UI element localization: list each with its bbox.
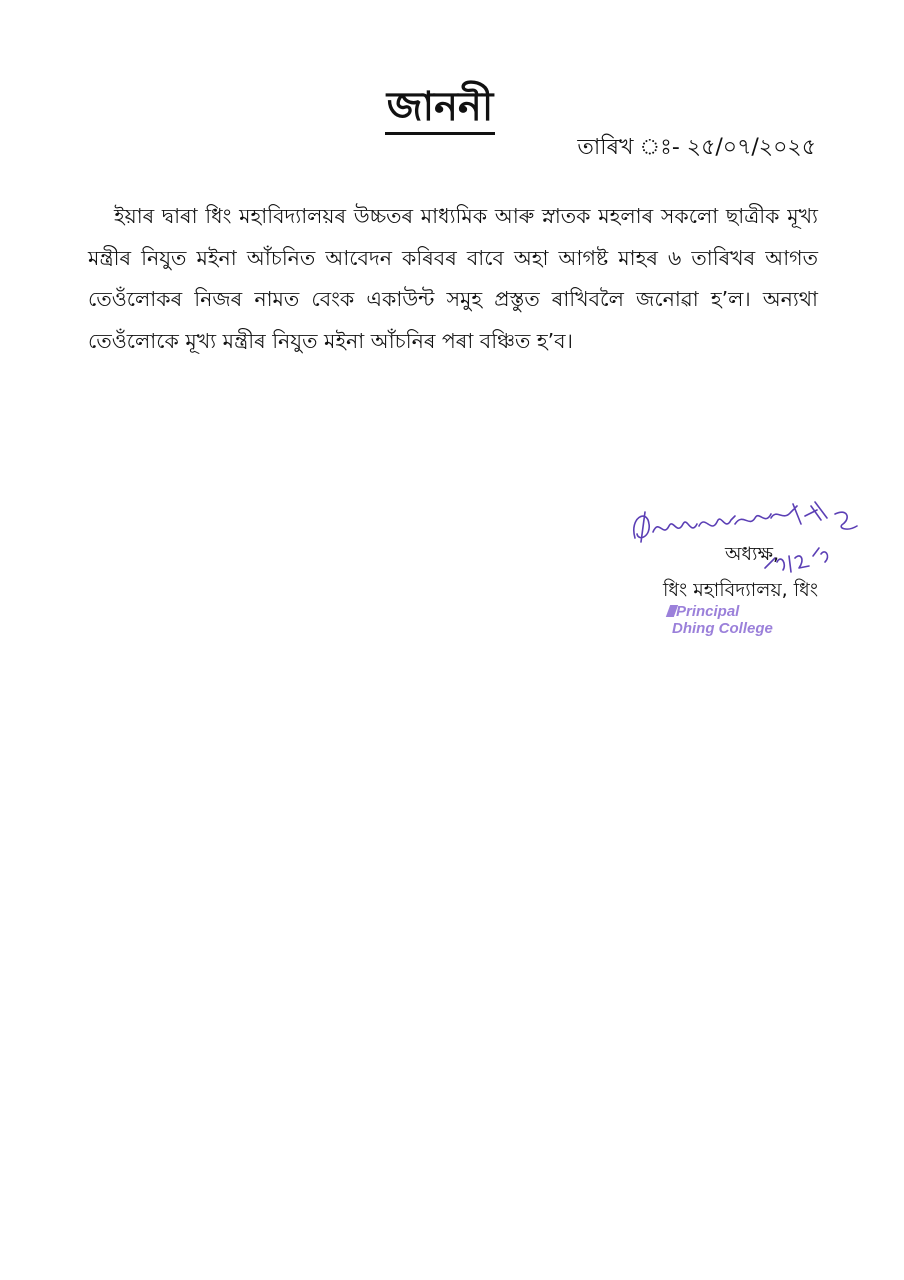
- signatory-institution: ধিং মহাবিদ্যালয়, ধিং: [662, 579, 818, 601]
- signatory-title: অধ্যক্ষ,: [724, 543, 779, 565]
- stamp-line-1: Principal: [676, 603, 740, 620]
- notice-body: ইয়াৰ দ্বাৰা ধিং মহাবিদ্যালয়ৰ উচ্চতৰ মাধ্যমিক আৰু স্নাতক মহলাৰ সকলো ছাত্ৰীক মূখ্য মন্ত্ৰীৰ নিযুত মইনা আঁচনিত আবেদন কৰিবৰ বাবে অহা আগষ্ট মাহৰ ৬ তাৰিখৰ আগত তেওঁলোকৰ নিজৰ নামত বেংক একাউন্ট সমুহ প্ৰস্তুত ৰাখিবলৈ জনোৱা হ’ল। অন্যথা তেওঁলোকে মূখ্য মন্ত্ৰীৰ নিযুত মইনা আঁচনিৰ পৰা বঞ্চিত হ’ব।: [88, 204, 818, 353]
- stamp-line-2: Dhing College: [672, 620, 773, 637]
- notice-title: [0, 82, 880, 132]
- principal-stamp: [668, 603, 808, 649]
- notice-date: তাৰিখ ঃ- ২৫/০৭/২০২৫: [577, 135, 816, 160]
- notice-title-text: জাননী: [385, 84, 496, 135]
